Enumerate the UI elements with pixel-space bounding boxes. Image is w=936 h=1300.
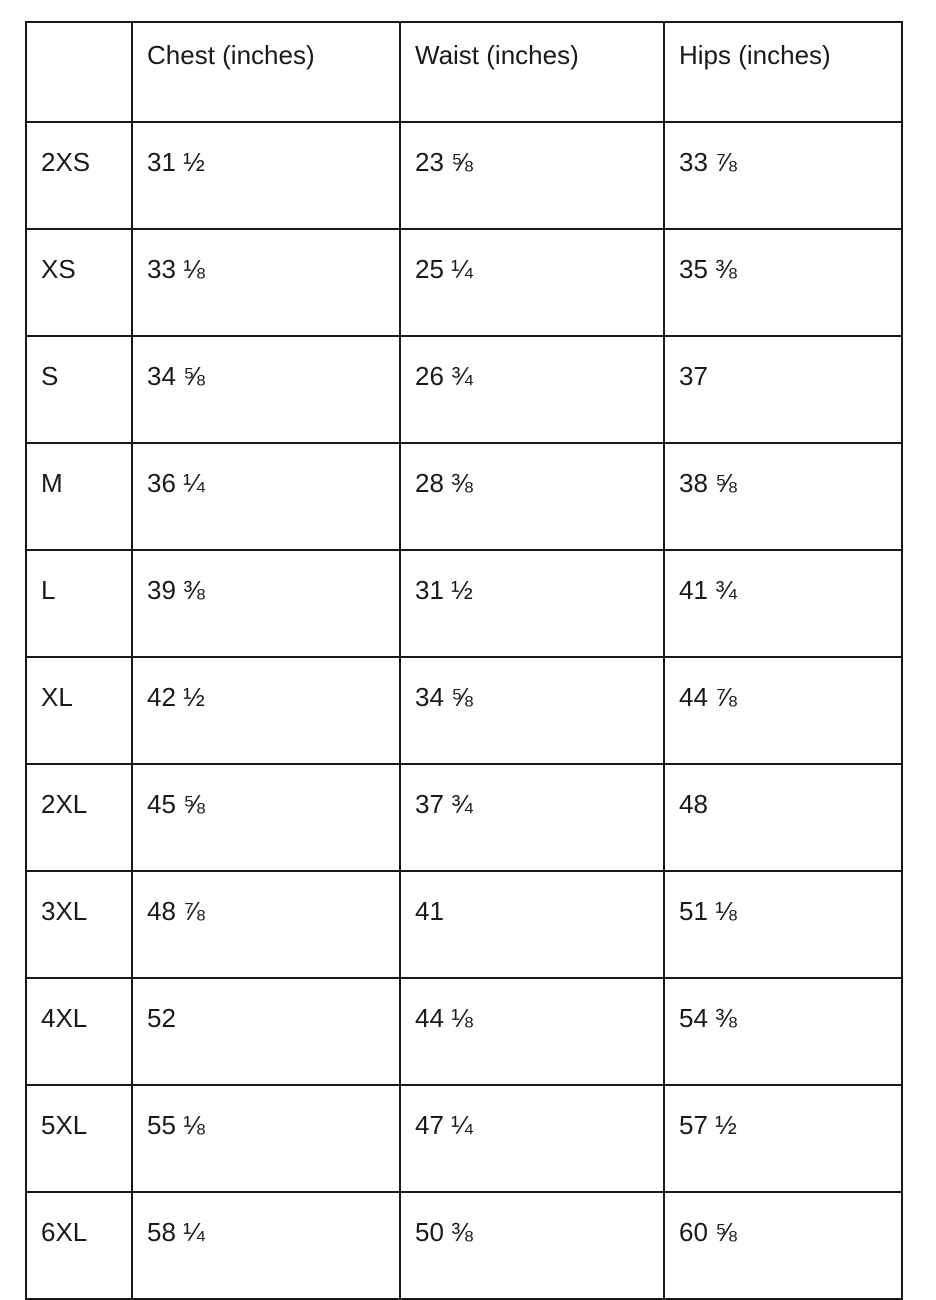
cell-waist: 37 ¾ <box>400 764 664 871</box>
table-row <box>26 336 902 443</box>
table-row <box>26 229 902 336</box>
cell-size: 2XL <box>26 764 132 871</box>
table-row <box>26 122 902 229</box>
cell-chest: 58 ¼ <box>132 1192 400 1299</box>
cell-chest: 33 ⅛ <box>132 229 400 336</box>
cell-size: L <box>26 550 132 657</box>
cell-waist: 44 ⅛ <box>400 978 664 1085</box>
table-row <box>26 443 902 550</box>
cell-size: XS <box>26 229 132 336</box>
cell-size: S <box>26 336 132 443</box>
cell-hips: 44 ⅞ <box>664 657 902 764</box>
cell-size: XL <box>26 657 132 764</box>
cell-waist: 50 ⅜ <box>400 1192 664 1299</box>
cell-waist: 41 <box>400 871 664 978</box>
cell-waist: 25 ¼ <box>400 229 664 336</box>
table-row <box>26 550 902 657</box>
cell-hips: 37 <box>664 336 902 443</box>
cell-chest: 52 <box>132 978 400 1085</box>
cell-size: 3XL <box>26 871 132 978</box>
header-cell-chest: Chest (inches) <box>132 22 400 122</box>
cell-chest: 45 ⅝ <box>132 764 400 871</box>
cell-size: 4XL <box>26 978 132 1085</box>
size-chart-table <box>25 21 903 1300</box>
cell-hips: 41 ¾ <box>664 550 902 657</box>
cell-waist: 31 ½ <box>400 550 664 657</box>
cell-waist: 23 ⅝ <box>400 122 664 229</box>
cell-chest: 42 ½ <box>132 657 400 764</box>
header-cell-size <box>26 22 132 122</box>
cell-hips: 38 ⅝ <box>664 443 902 550</box>
cell-chest: 34 ⅝ <box>132 336 400 443</box>
header-row <box>26 22 902 122</box>
cell-chest: 31 ½ <box>132 122 400 229</box>
size-chart-body <box>26 22 902 1299</box>
cell-chest: 48 ⅞ <box>132 871 400 978</box>
cell-waist: 34 ⅝ <box>400 657 664 764</box>
cell-chest: 36 ¼ <box>132 443 400 550</box>
table-row <box>26 978 902 1085</box>
cell-size: 6XL <box>26 1192 132 1299</box>
table-row <box>26 764 902 871</box>
cell-size: 5XL <box>26 1085 132 1192</box>
table-row <box>26 871 902 978</box>
table-row <box>26 657 902 764</box>
cell-chest: 39 ⅜ <box>132 550 400 657</box>
cell-waist: 28 ⅜ <box>400 443 664 550</box>
cell-hips: 60 ⅝ <box>664 1192 902 1299</box>
cell-chest: 55 ⅛ <box>132 1085 400 1192</box>
cell-hips: 33 ⅞ <box>664 122 902 229</box>
header-cell-waist: Waist (inches) <box>400 22 664 122</box>
table-row <box>26 1192 902 1299</box>
cell-hips: 54 ⅜ <box>664 978 902 1085</box>
cell-waist: 47 ¼ <box>400 1085 664 1192</box>
cell-waist: 26 ¾ <box>400 336 664 443</box>
cell-hips: 51 ⅛ <box>664 871 902 978</box>
cell-hips: 57 ½ <box>664 1085 902 1192</box>
cell-size: 2XS <box>26 122 132 229</box>
cell-hips: 48 <box>664 764 902 871</box>
cell-size: M <box>26 443 132 550</box>
cell-hips: 35 ⅜ <box>664 229 902 336</box>
table-row <box>26 1085 902 1192</box>
header-cell-hips: Hips (inches) <box>664 22 902 122</box>
